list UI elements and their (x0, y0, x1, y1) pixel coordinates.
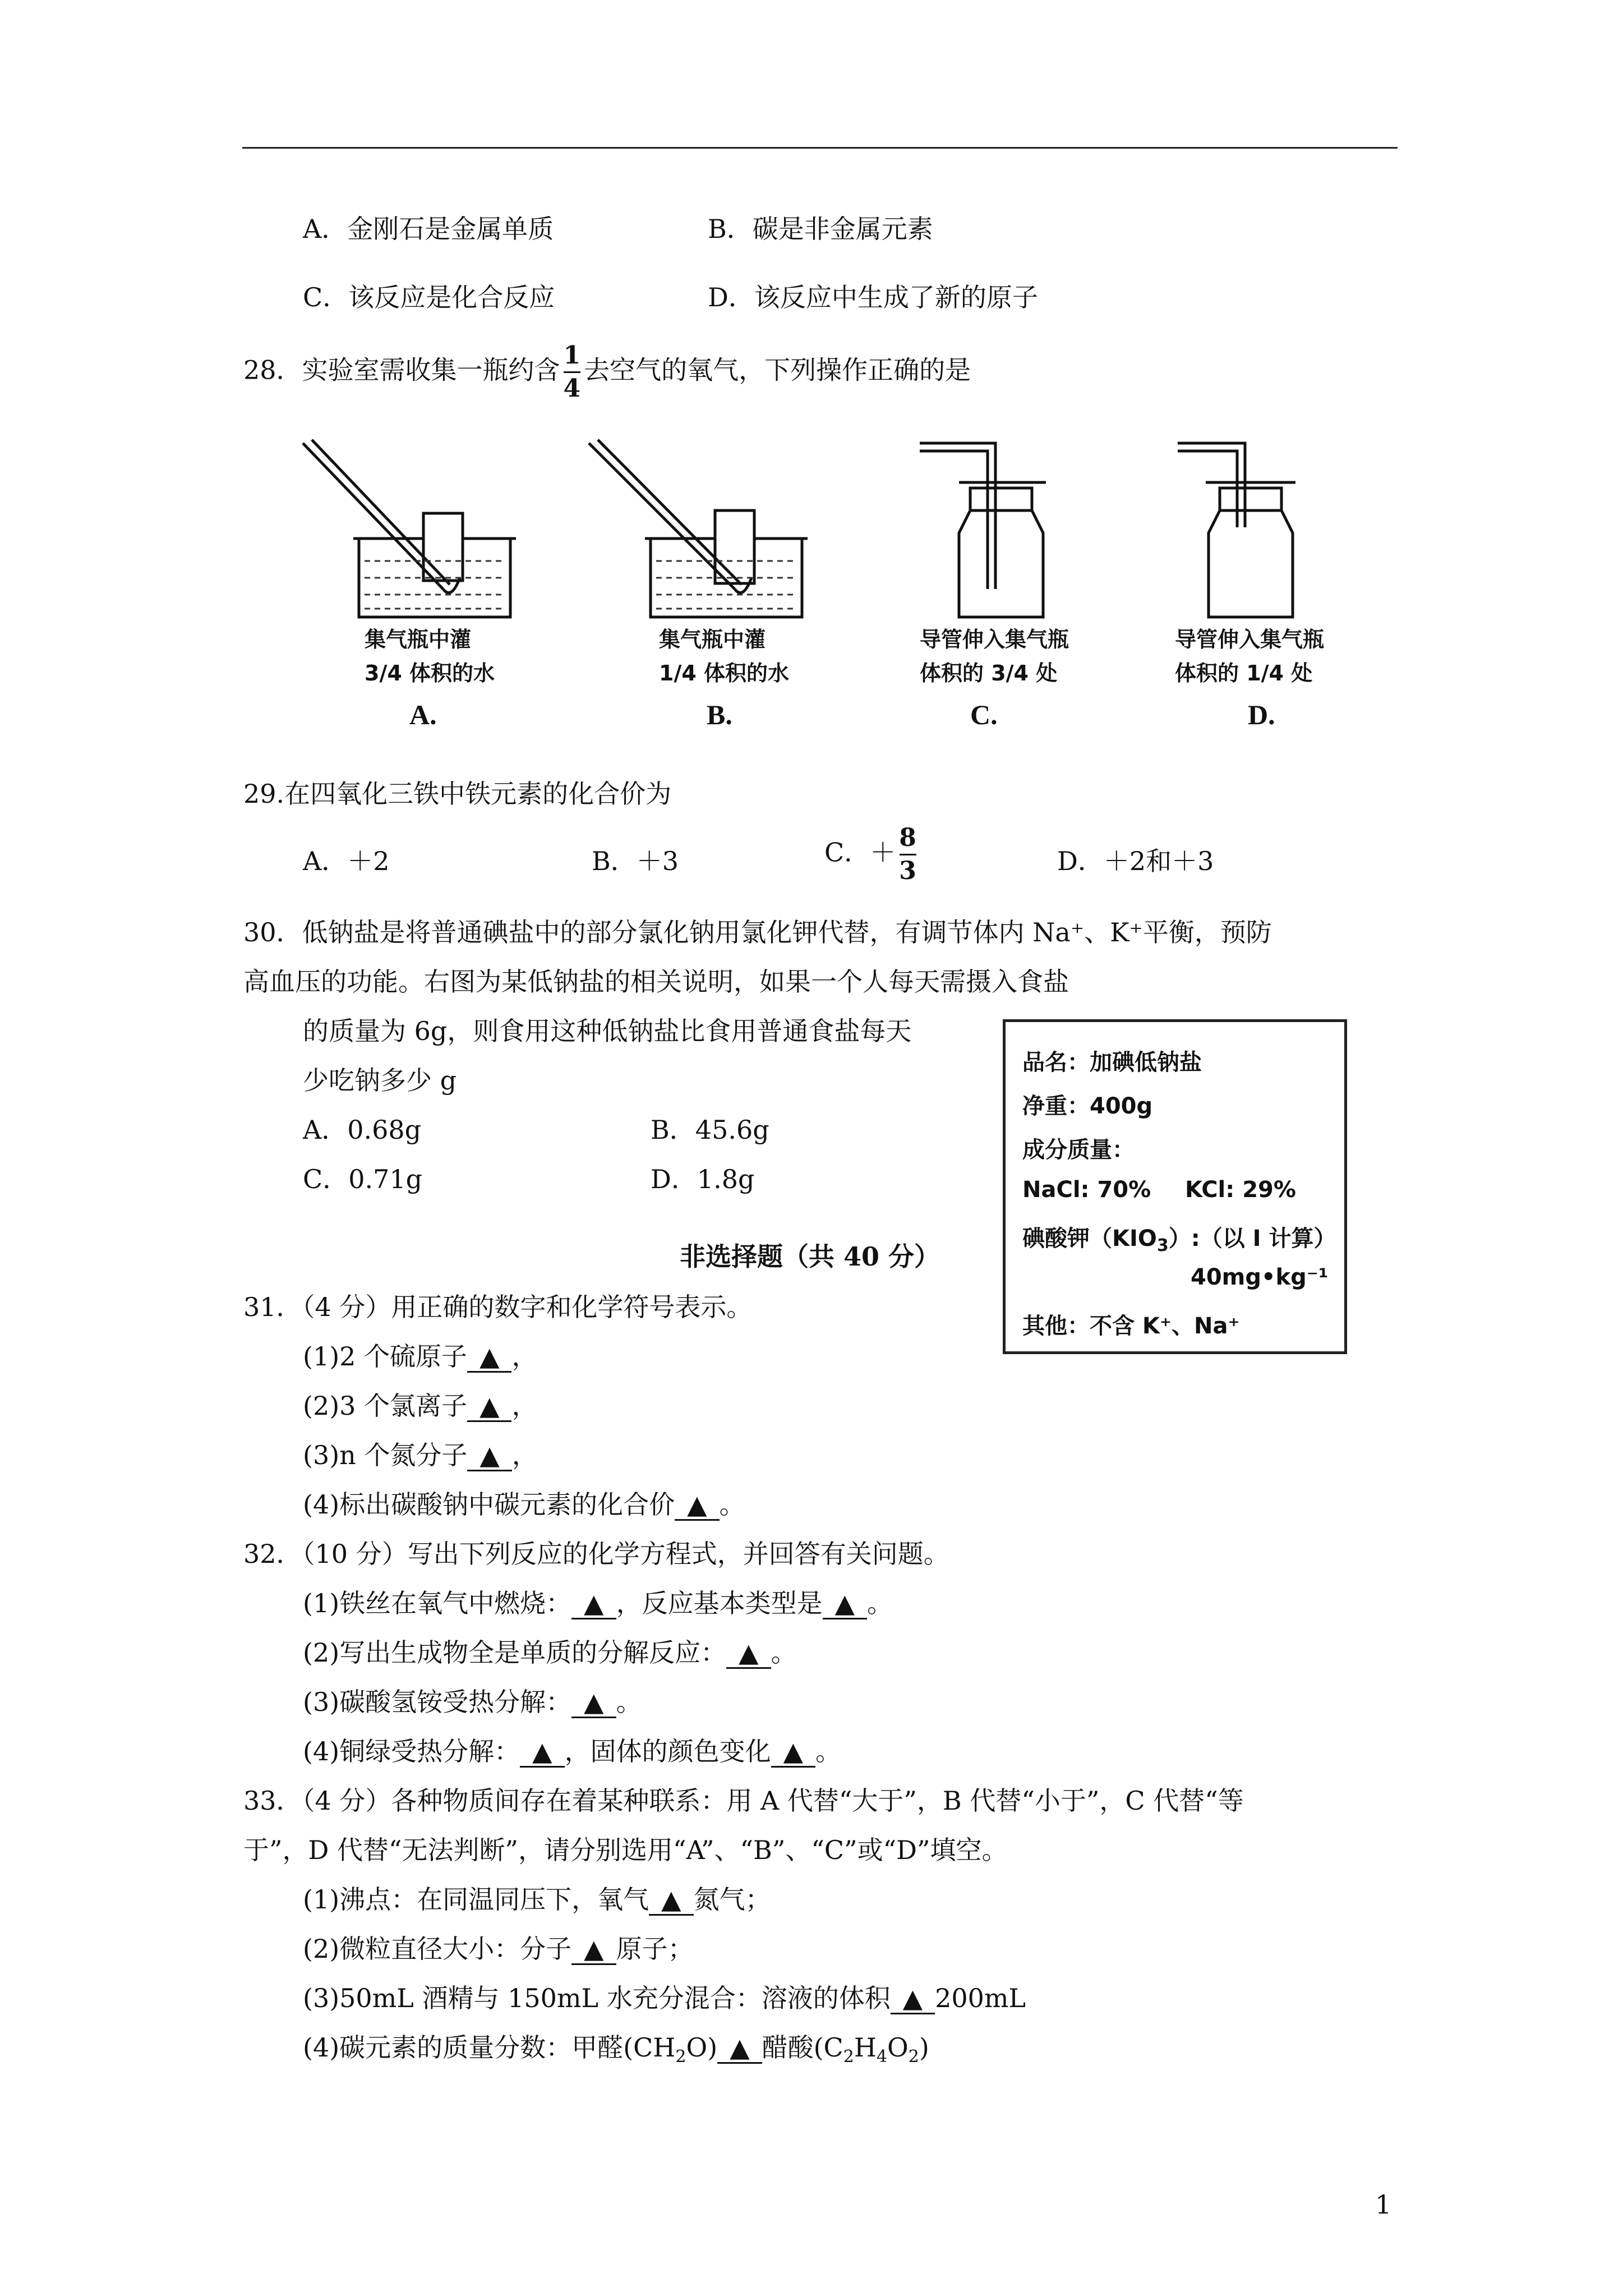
q33-item-1-suffix: 氮气； (693, 1884, 771, 1915)
figure-a-label: A. (409, 699, 437, 730)
q32-item-4-punct: 。 (815, 1736, 841, 1766)
q33-item-3-text: (3)50mL 酒精与 150mL 水充分混合：溶液的体积 (303, 1983, 891, 2013)
salt-label-nacl: NaCl: 70% (1022, 1177, 1151, 1203)
salt-label-kcl: KCl: 29% (1185, 1177, 1296, 1203)
figure-d-bottle (1178, 443, 1295, 617)
q28-stem-suffix: 去空气的氧气，下列操作正确的是 (584, 355, 971, 385)
salt-label-other: 其他：不含 K⁺、Na⁺ (1022, 1313, 1240, 1339)
figure-c-caption-1: 导管伸入集气瓶 (920, 627, 1069, 652)
q29-c-den: 3 (899, 857, 916, 885)
q32-item-1-mid: ，反应基本类型是 (616, 1588, 823, 1618)
q28-stem (243, 342, 971, 402)
q31-item-2 (303, 1389, 537, 1423)
answer-blank[interactable]: ▲ (571, 1934, 616, 1965)
figure-c-label: C. (970, 699, 998, 730)
answer-blank[interactable]: ▲ (467, 1342, 511, 1373)
answer-blank[interactable]: ▲ (823, 1589, 867, 1619)
q27-option-c: C．该反应是化合反应 (303, 282, 555, 312)
q33-line-2: 于”，D 代替“无法判断”，请分别选用“A”、“B”、“C”或“D”填空。 (243, 1835, 1008, 1865)
q31-item-4-punct: 。 (719, 1489, 745, 1520)
q29-option-d: D．＋2和＋3 (1057, 846, 1214, 876)
figure-c-bottle (920, 443, 1046, 617)
answer-blank[interactable]: ▲ (675, 1490, 719, 1521)
q30-option-a: A．0.68g (303, 1115, 422, 1145)
figure-a-caption-2: 3/4 体积的水 (365, 661, 495, 685)
q32-item-3 (303, 1685, 642, 1719)
q29-option-c (824, 825, 920, 885)
q30-option-d: D．1.8g (651, 1164, 755, 1194)
q32-item-2 (303, 1636, 797, 1669)
h4-subscript: 4 (876, 2047, 888, 2067)
q30-option-c: C．0.71g (303, 1164, 423, 1194)
salt-label-weight: 净重：400g (1022, 1093, 1153, 1119)
q28-frac-num: 1 (563, 341, 581, 370)
answer-blank[interactable]: ▲ (771, 1737, 815, 1768)
q30-line-1: 30．低钠盐是将普通碘盐中的部分氯化钠用氯化钾代替，有调节体内 Na⁺、K⁺平衡，预防 (243, 917, 1272, 947)
answer-blank[interactable]: ▲ (726, 1638, 771, 1669)
q31-item-3 (303, 1438, 538, 1472)
q30-line-4: 少吃钠多少 g (303, 1065, 457, 1096)
ch2o-suffix: O) (686, 2032, 718, 2063)
q28-fraction (564, 342, 581, 402)
figure-a-trough (303, 440, 516, 617)
figure-d-caption-2: 体积的 1/4 处 (1175, 661, 1313, 685)
kio3-prefix: 碘酸钾（KIO (1022, 1226, 1157, 1251)
figure-b-trough (589, 440, 808, 617)
q33-line-1: 33．（4 分）各种物质间存在着某种联系：用 A 代替“大于”，B 代替“小于”，C 代替“等 (243, 1786, 1244, 1816)
answer-blank[interactable]: ▲ (467, 1441, 511, 1471)
salt-label-box (1003, 1019, 1347, 1354)
header-rule (242, 147, 1398, 149)
q27-option-a: A．金刚石是金属单质 (303, 214, 554, 244)
q31-item-2-punct: ， (511, 1391, 538, 1421)
q29-option-c-prefix: C．＋ (824, 837, 896, 868)
q31-item-2-text: (2)3 个氯离子 (303, 1391, 468, 1421)
q29-option-b: B．＋3 (592, 846, 679, 876)
q33-item-4 (303, 2031, 929, 2074)
kio3-suffix: ）:（以 I 计算） (1168, 1226, 1336, 1251)
page-number: 1 (1375, 2189, 1392, 2220)
answer-blank[interactable]: ▲ (571, 1589, 616, 1619)
q32-item-4 (303, 1734, 841, 1768)
answer-blank[interactable]: ▲ (571, 1687, 616, 1718)
q27-option-b: B．碳是非金属元素 (708, 214, 933, 244)
q32-item-2-punct: 。 (771, 1637, 797, 1668)
q31-item-3-text: (3)n 个氮分子 (303, 1440, 468, 1470)
h-symbol: H (854, 2032, 877, 2063)
q31-item-1-text: (1)2 个硫原子 (303, 1341, 468, 1372)
ch2o-subscript: 2 (675, 2047, 686, 2067)
o-symbol: O (887, 2032, 909, 2063)
q32-item-1-text: (1)铁丝在氧气中燃烧： (303, 1588, 572, 1618)
q32-item-2-text: (2)写出生成物全是单质的分解反应： (303, 1637, 727, 1668)
q33-item-1-text: (1)沸点：在同温同压下，氧气 (303, 1884, 649, 1915)
acetic-acid-prefix: 醋酸(C (762, 2032, 843, 2063)
q33-item-3-suffix: 200mL (935, 1983, 1026, 2013)
q32-item-4-text: (4)铜绿受热分解： (303, 1736, 520, 1766)
q30-option-b: B．45.6g (651, 1115, 769, 1145)
salt-label-composition: 成分质量： (1022, 1137, 1135, 1163)
q32-item-3-punct: 。 (616, 1687, 642, 1717)
q32-item-4-mid: ，固体的颜色变化 (564, 1736, 771, 1766)
figure-c-caption-2: 体积的 3/4 处 (920, 661, 1058, 685)
q29-stem: 29.在四氧化三铁中铁元素的化合价为 (243, 779, 672, 809)
q31-item-4 (303, 1488, 745, 1521)
q29-option-c-fraction (899, 825, 916, 885)
figure-d-label: D. (1248, 699, 1275, 730)
q33-item-2-text: (2)微粒直径大小：分子 (303, 1934, 572, 1964)
salt-label-kio3-amount: 40mg•kg⁻¹ (1191, 1264, 1329, 1290)
answer-blank[interactable]: ▲ (649, 1885, 693, 1916)
q30-line-3: 的质量为 6g，则食用这种低钠盐比食用普通食盐每天 (303, 1016, 912, 1046)
q31-item-1 (303, 1340, 537, 1373)
answer-blank[interactable]: ▲ (467, 1391, 511, 1422)
figure-a-caption-1: 集气瓶中灌 (365, 627, 472, 652)
salt-label-name: 品名：加碘低钠盐 (1022, 1050, 1202, 1075)
acetic-acid-suffix: ) (919, 2032, 929, 2063)
q31-item-4-text: (4)标出碳酸钠中碳元素的化合价 (303, 1489, 675, 1520)
q29-option-a: A．＋2 (303, 846, 390, 876)
figure-d-caption-1: 导管伸入集气瓶 (1175, 627, 1325, 652)
q29-c-num: 8 (899, 823, 916, 852)
salt-label-kio3 (1022, 1221, 1336, 1255)
q33-item-2-suffix: 原子； (616, 1934, 694, 1964)
q32-item-1 (303, 1586, 893, 1620)
q31-item-3-punct: ， (511, 1440, 538, 1470)
q28-frac-den: 4 (563, 374, 581, 403)
answer-blank[interactable]: ▲ (520, 1737, 564, 1768)
answer-blank[interactable]: ▲ (891, 1984, 935, 2014)
q32-item-3-text: (3)碳酸氢铵受热分解： (303, 1687, 572, 1717)
figure-b-label: B. (707, 699, 732, 730)
q33-item-2 (303, 1932, 694, 1966)
kio3-subscript: 3 (1156, 1236, 1169, 1255)
c2-subscript: 2 (843, 2047, 854, 2067)
q30-line-2: 高血压的功能。右图为某低钠盐的相关说明，如果一个人每天需摄入食盐 (243, 967, 1069, 997)
q33-item-1 (303, 1883, 771, 1916)
q31-item-1-punct: ， (511, 1341, 538, 1372)
q32-stem: 32．（10 分）写出下列反应的化学方程式，并回答有关问题。 (243, 1539, 949, 1569)
q28-stem-prefix: 28．实验室需收集一瓶约含 (243, 355, 560, 385)
q27-option-d: D．该反应中生成了新的原子 (708, 282, 1038, 312)
figure-b-caption-2: 1/4 体积的水 (659, 661, 789, 685)
q33-item-4-text: (4)碳元素的质量分数：甲醛(CH (303, 2032, 676, 2063)
section-title: 非选择题（共 40 分） (680, 1241, 940, 1272)
q31-stem: 31．（4 分）用正确的数字和化学符号表示。 (243, 1292, 753, 1322)
o2-subscript: 2 (908, 2047, 919, 2067)
figure-b-caption-1: 集气瓶中灌 (659, 627, 766, 652)
answer-blank[interactable]: ▲ (717, 2033, 762, 2064)
q32-item-1-punct: 。 (866, 1588, 893, 1618)
q33-item-3 (303, 1981, 1026, 2015)
